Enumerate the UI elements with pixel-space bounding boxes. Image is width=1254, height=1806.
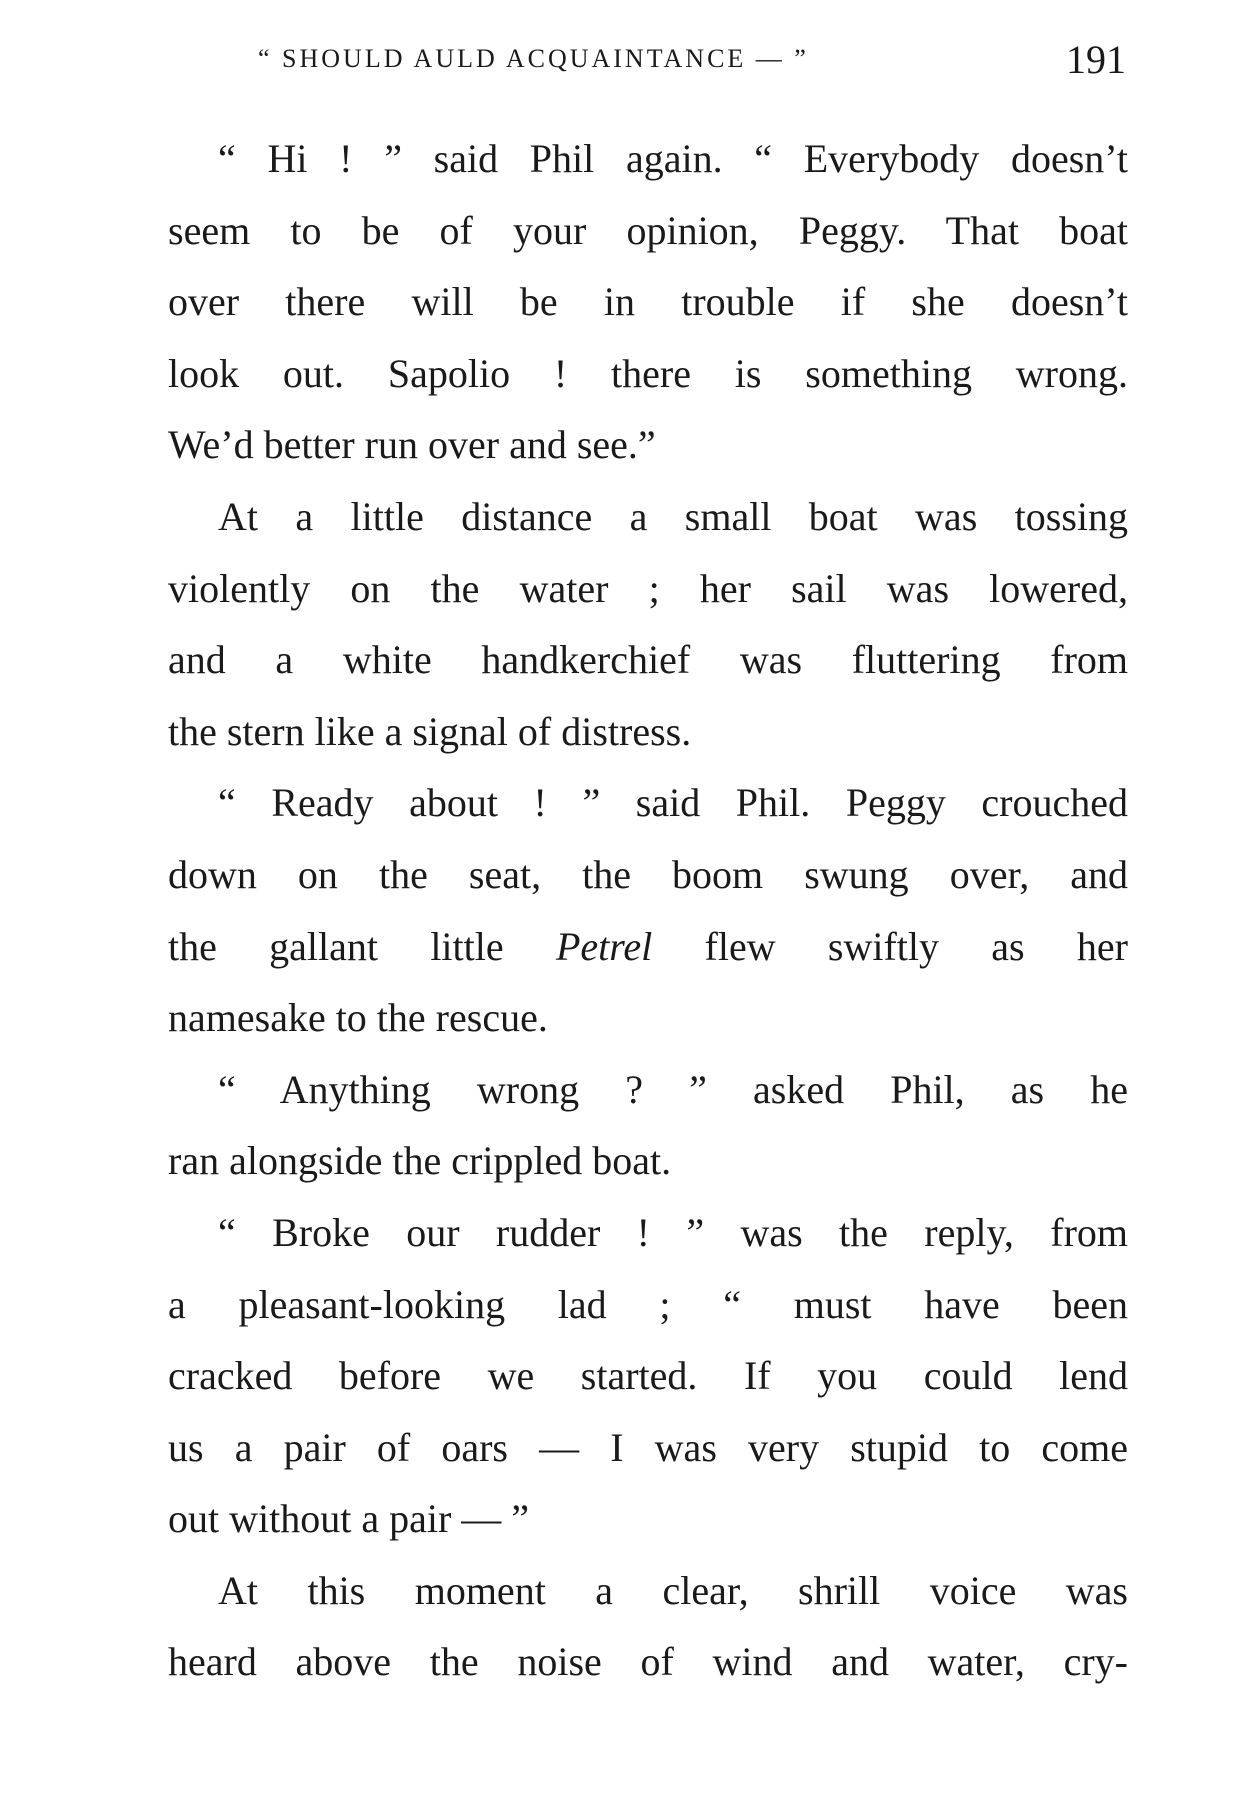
text-line: down on the seat, the boom swung over, and bbox=[168, 851, 1128, 897]
text-line: look out. Sapolio ! there is something wrong. bbox=[168, 350, 1128, 396]
text-line: and a white handkerchief was fluttering from bbox=[168, 637, 1128, 683]
text-line: We’d better run over and see.” bbox=[168, 422, 656, 468]
paragraph-1 bbox=[168, 123, 1128, 481]
text-line: violently on the water ; her sail was lowered, bbox=[168, 565, 1128, 611]
text-line: cracked before we started. If you could lend bbox=[168, 1353, 1128, 1399]
text-line: over there will be in trouble if she doesn’t bbox=[168, 279, 1128, 325]
text-line bbox=[168, 911, 1128, 983]
paragraph-6 bbox=[168, 1555, 1128, 1698]
paragraph-3 bbox=[168, 767, 1128, 1053]
paragraph-2 bbox=[168, 481, 1128, 767]
text-line: “ Broke our rudder ! ” was the reply, from bbox=[218, 1209, 1128, 1255]
running-title: “ SHOULD AULD ACQUAINTANCE — ” bbox=[258, 44, 809, 73]
body-text bbox=[168, 123, 1128, 1698]
text-line: seem to be of your opinion, Peggy. That boat bbox=[168, 207, 1128, 253]
text-line: the stern like a signal of distress. bbox=[168, 708, 692, 754]
text-line: namesake to the rescue. bbox=[168, 995, 548, 1041]
text-line: a pleasant-looking lad ; “ must have been bbox=[168, 1281, 1128, 1327]
text-line: ran alongside the crippled boat. bbox=[168, 1138, 672, 1184]
text-line: us a pair of oars — I was very stupid to come bbox=[168, 1424, 1128, 1470]
running-head bbox=[168, 30, 1128, 90]
text-line: At a little distance a small boat was tossing bbox=[218, 493, 1128, 539]
paragraph-4 bbox=[168, 1054, 1128, 1197]
page-number: 191 bbox=[1066, 37, 1126, 82]
text-line: “ Hi ! ” said Phil again. “ Everybody doesn’t bbox=[218, 136, 1128, 181]
text-line: out without a pair — ” bbox=[168, 1496, 530, 1542]
text-line: “ Ready about ! ” said Phil. Peggy crouched bbox=[218, 780, 1128, 826]
text-fragment: the gallant little bbox=[168, 923, 504, 969]
text-line: “ Anything wrong ? ” asked Phil, as he bbox=[218, 1066, 1128, 1112]
text-line: heard above the noise of wind and water, cry- bbox=[168, 1639, 1128, 1685]
text-line: At this moment a clear, shrill voice was bbox=[218, 1567, 1128, 1613]
boat-name-italic: Petrel bbox=[555, 923, 653, 969]
paragraph-5 bbox=[168, 1197, 1128, 1555]
text-fragment: flew swiftly as her bbox=[704, 923, 1129, 969]
